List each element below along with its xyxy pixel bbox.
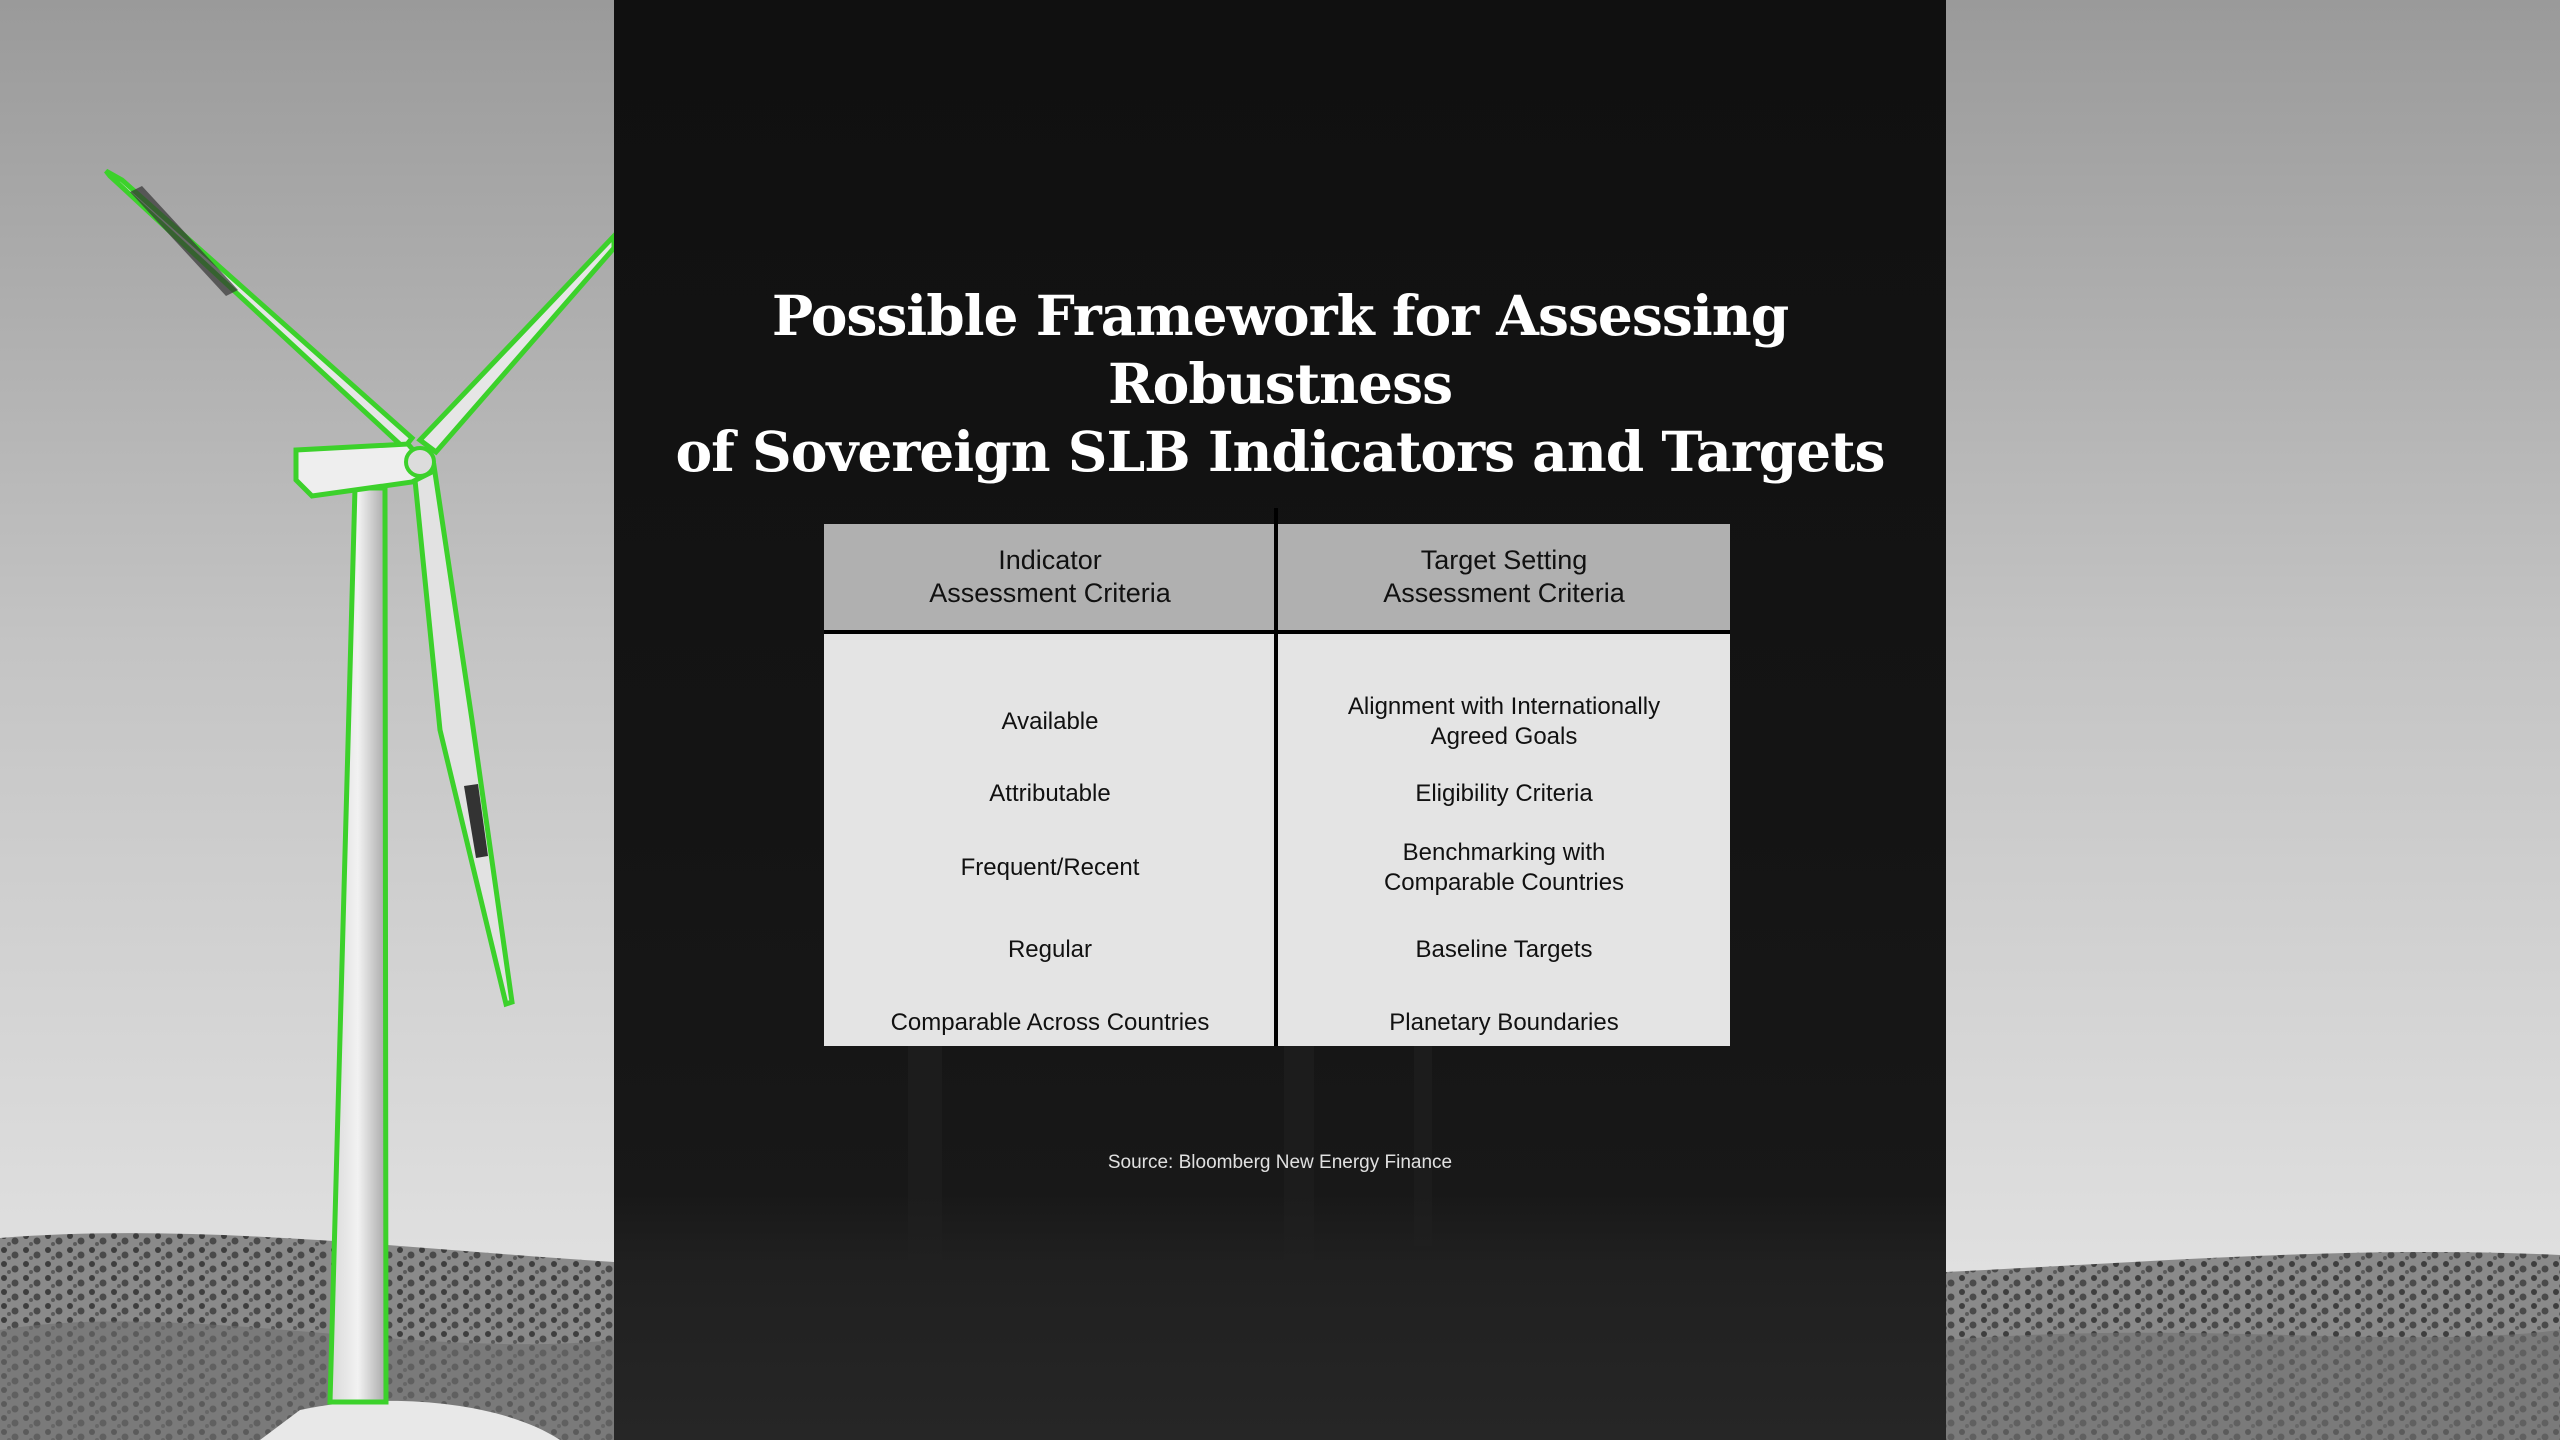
target-criterion-text: Eligibility Criteria [1415, 780, 1593, 807]
target-criterion-text: Planetary Boundaries [1389, 1009, 1619, 1036]
indicator-criterion-text: Comparable Across Countries [890, 1009, 1210, 1036]
indicator-column-header [824, 524, 1276, 630]
indicator-criterion [824, 1008, 1276, 1038]
target-setting-column-header [1278, 524, 1730, 630]
indicator-header-line-1: Indicator [998, 545, 1102, 575]
indicator-criterion-text: Attributable [989, 780, 1111, 807]
target-criterion [1278, 1008, 1730, 1038]
indicator-criterion-text: Frequent/Recent [960, 854, 1140, 881]
slide-title-line-2: of Sovereign SLB Indicators and Targets [675, 419, 1885, 484]
indicator-criterion [824, 853, 1276, 883]
target-criterion [1278, 692, 1730, 752]
target-criterion-text: Agreed Goals [1430, 723, 1578, 750]
indicator-criterion [824, 935, 1276, 965]
target-criterion-text: Benchmarking with [1402, 839, 1606, 866]
indicator-header-line-2: Assessment Criteria [929, 578, 1171, 608]
table-column-divider [1274, 508, 1278, 1046]
target-header-line-1: Target Setting [1420, 545, 1588, 575]
target-criterion [1278, 838, 1730, 898]
target-setting-column-body [1278, 634, 1730, 1046]
source-note: Source: Bloomberg New Energy Finance [1107, 1152, 1453, 1173]
target-header-line-2: Assessment Criteria [1383, 578, 1625, 608]
table-header-divider [824, 630, 1730, 634]
target-criterion-text: Comparable Countries [1383, 869, 1625, 896]
indicator-criterion-text: Available [1001, 708, 1099, 735]
target-setting-column [1278, 524, 1730, 1046]
slide-title-line-1: Possible Framework for Assessing Robustness [771, 283, 1789, 416]
indicator-column [824, 524, 1276, 1046]
slide-title [614, 282, 1946, 486]
target-criterion-text: Baseline Targets [1415, 936, 1593, 963]
target-criterion [1278, 935, 1730, 965]
panel-ground-shade [614, 1190, 1946, 1440]
indicator-criterion-text: Regular [1007, 936, 1093, 963]
indicator-criterion [824, 707, 1276, 737]
indicator-column-body [824, 634, 1276, 1046]
indicator-criterion [824, 779, 1276, 809]
target-criterion [1278, 779, 1730, 809]
target-criterion-text: Alignment with Internationally [1347, 693, 1661, 720]
